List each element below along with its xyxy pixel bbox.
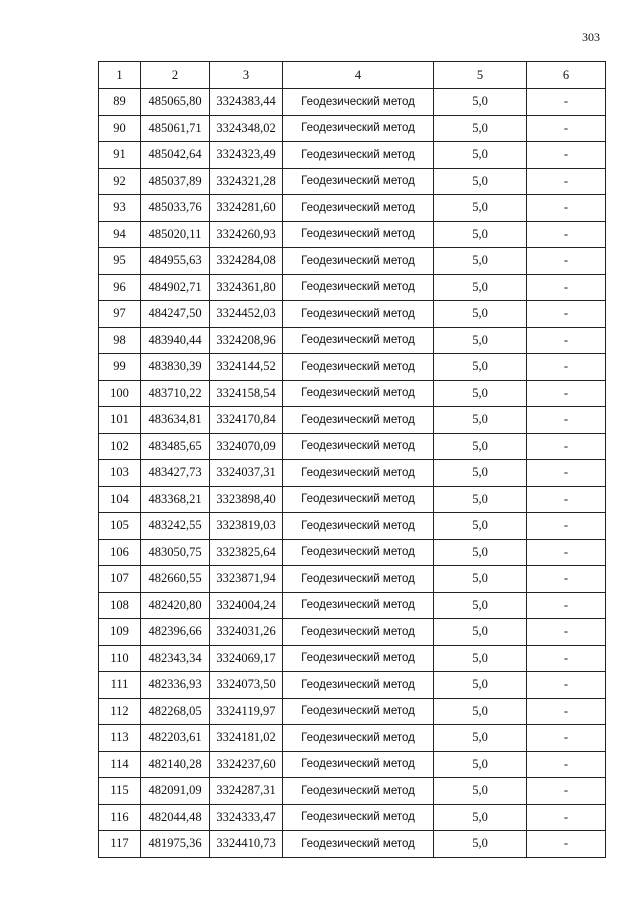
cell-accuracy: 5,0 [434, 115, 527, 142]
column-header-5: 5 [434, 62, 527, 89]
cell-coordinate-y: 3324170,84 [210, 407, 283, 434]
table-header-row [99, 62, 606, 89]
cell-point-number: 116 [99, 804, 141, 831]
cell-accuracy: 5,0 [434, 486, 527, 513]
cell-point-number: 98 [99, 327, 141, 354]
table-row [99, 592, 606, 619]
cell-accuracy: 5,0 [434, 513, 527, 540]
cell-coordinate-x: 482396,66 [141, 619, 210, 646]
cell-coordinate-y: 3323819,03 [210, 513, 283, 540]
cell-method: Геодезический метод [283, 327, 434, 354]
cell-accuracy: 5,0 [434, 274, 527, 301]
cell-extra-value: - [527, 327, 606, 354]
cell-coordinate-y: 3324383,44 [210, 89, 283, 116]
cell-coordinate-x: 485061,71 [141, 115, 210, 142]
cell-extra-value: - [527, 221, 606, 248]
cell-accuracy: 5,0 [434, 804, 527, 831]
cell-accuracy: 5,0 [434, 645, 527, 672]
cell-point-number: 103 [99, 460, 141, 487]
table-row [99, 168, 606, 195]
cell-point-number: 114 [99, 751, 141, 778]
cell-coordinate-x: 483427,73 [141, 460, 210, 487]
cell-point-number: 109 [99, 619, 141, 646]
cell-method: Геодезический метод [283, 248, 434, 275]
cell-extra-value: - [527, 725, 606, 752]
cell-point-number: 102 [99, 433, 141, 460]
cell-coordinate-x: 485042,64 [141, 142, 210, 169]
cell-point-number: 100 [99, 380, 141, 407]
cell-coordinate-y: 3324069,17 [210, 645, 283, 672]
table-row [99, 831, 606, 858]
cell-accuracy: 5,0 [434, 698, 527, 725]
cell-accuracy: 5,0 [434, 831, 527, 858]
cell-method: Геодезический метод [283, 539, 434, 566]
cell-coordinate-y: 3324361,80 [210, 274, 283, 301]
cell-point-number: 96 [99, 274, 141, 301]
cell-method: Геодезический метод [283, 460, 434, 487]
cell-point-number: 110 [99, 645, 141, 672]
cell-coordinate-y: 3324070,09 [210, 433, 283, 460]
cell-coordinate-x: 484955,63 [141, 248, 210, 275]
table-row [99, 115, 606, 142]
table-row [99, 89, 606, 116]
cell-coordinate-x: 483242,55 [141, 513, 210, 540]
cell-coordinate-y: 3324119,97 [210, 698, 283, 725]
cell-point-number: 107 [99, 566, 141, 593]
cell-accuracy: 5,0 [434, 539, 527, 566]
cell-coordinate-x: 483830,39 [141, 354, 210, 381]
table-row [99, 513, 606, 540]
cell-coordinate-x: 485065,80 [141, 89, 210, 116]
cell-accuracy: 5,0 [434, 672, 527, 699]
cell-coordinate-x: 485033,76 [141, 195, 210, 222]
cell-method: Геодезический метод [283, 221, 434, 248]
cell-coordinate-x: 484247,50 [141, 301, 210, 328]
cell-method: Геодезический метод [283, 513, 434, 540]
cell-coordinate-y: 3324037,31 [210, 460, 283, 487]
cell-coordinate-x: 482660,55 [141, 566, 210, 593]
cell-accuracy: 5,0 [434, 725, 527, 752]
cell-accuracy: 5,0 [434, 751, 527, 778]
cell-coordinate-y: 3324004,24 [210, 592, 283, 619]
cell-method: Геодезический метод [283, 89, 434, 116]
cell-accuracy: 5,0 [434, 380, 527, 407]
cell-method: Геодезический метод [283, 195, 434, 222]
cell-point-number: 92 [99, 168, 141, 195]
table-row [99, 539, 606, 566]
cell-coordinate-x: 483368,21 [141, 486, 210, 513]
cell-method: Геодезический метод [283, 672, 434, 699]
cell-coordinate-y: 3324410,73 [210, 831, 283, 858]
cell-coordinate-y: 3324281,60 [210, 195, 283, 222]
cell-accuracy: 5,0 [434, 407, 527, 434]
cell-method: Геодезический метод [283, 698, 434, 725]
cell-extra-value: - [527, 248, 606, 275]
cell-coordinate-y: 3324348,02 [210, 115, 283, 142]
cell-point-number: 90 [99, 115, 141, 142]
table-row [99, 486, 606, 513]
cell-coordinate-x: 483485,65 [141, 433, 210, 460]
cell-point-number: 112 [99, 698, 141, 725]
table-row [99, 672, 606, 699]
cell-point-number: 111 [99, 672, 141, 699]
cell-extra-value: - [527, 645, 606, 672]
cell-coordinate-y: 3324144,52 [210, 354, 283, 381]
cell-coordinate-x: 482203,61 [141, 725, 210, 752]
cell-extra-value: - [527, 566, 606, 593]
cell-coordinate-y: 3324323,49 [210, 142, 283, 169]
cell-accuracy: 5,0 [434, 778, 527, 805]
cell-extra-value: - [527, 486, 606, 513]
cell-method: Геодезический метод [283, 168, 434, 195]
cell-point-number: 97 [99, 301, 141, 328]
cell-accuracy: 5,0 [434, 168, 527, 195]
table-row [99, 195, 606, 222]
cell-coordinate-x: 483050,75 [141, 539, 210, 566]
table-row [99, 619, 606, 646]
cell-method: Геодезический метод [283, 380, 434, 407]
table-row [99, 778, 606, 805]
cell-coordinate-x: 482268,05 [141, 698, 210, 725]
cell-extra-value: - [527, 301, 606, 328]
cell-extra-value: - [527, 539, 606, 566]
table-row [99, 566, 606, 593]
table-row [99, 698, 606, 725]
column-header-6: 6 [527, 62, 606, 89]
cell-method: Геодезический метод [283, 274, 434, 301]
cell-accuracy: 5,0 [434, 301, 527, 328]
cell-extra-value: - [527, 115, 606, 142]
cell-point-number: 91 [99, 142, 141, 169]
cell-coordinate-y: 3323825,64 [210, 539, 283, 566]
cell-coordinate-x: 483940,44 [141, 327, 210, 354]
cell-coordinate-x: 485020,11 [141, 221, 210, 248]
cell-coordinate-x: 482044,48 [141, 804, 210, 831]
cell-coordinate-y: 3324158,54 [210, 380, 283, 407]
table-row [99, 460, 606, 487]
table-row [99, 407, 606, 434]
cell-method: Геодезический метод [283, 831, 434, 858]
cell-coordinate-x: 482140,28 [141, 751, 210, 778]
cell-extra-value: - [527, 274, 606, 301]
cell-point-number: 94 [99, 221, 141, 248]
cell-coordinate-x: 481975,36 [141, 831, 210, 858]
table-row [99, 354, 606, 381]
cell-accuracy: 5,0 [434, 354, 527, 381]
cell-method: Геодезический метод [283, 566, 434, 593]
cell-method: Геодезический метод [283, 301, 434, 328]
cell-coordinate-x: 483634,81 [141, 407, 210, 434]
cell-coordinate-y: 3324287,31 [210, 778, 283, 805]
cell-point-number: 108 [99, 592, 141, 619]
cell-extra-value: - [527, 513, 606, 540]
cell-accuracy: 5,0 [434, 221, 527, 248]
cell-coordinate-x: 482336,93 [141, 672, 210, 699]
table-row [99, 433, 606, 460]
cell-accuracy: 5,0 [434, 619, 527, 646]
cell-extra-value: - [527, 619, 606, 646]
cell-coordinate-y: 3324208,96 [210, 327, 283, 354]
table-row [99, 248, 606, 275]
cell-point-number: 106 [99, 539, 141, 566]
cell-method: Геодезический метод [283, 592, 434, 619]
cell-accuracy: 5,0 [434, 89, 527, 116]
cell-coordinate-x: 483710,22 [141, 380, 210, 407]
cell-method: Геодезический метод [283, 142, 434, 169]
table-row [99, 327, 606, 354]
cell-extra-value: - [527, 804, 606, 831]
cell-point-number: 105 [99, 513, 141, 540]
cell-point-number: 101 [99, 407, 141, 434]
cell-point-number: 93 [99, 195, 141, 222]
cell-extra-value: - [527, 698, 606, 725]
cell-extra-value: - [527, 407, 606, 434]
cell-point-number: 104 [99, 486, 141, 513]
column-header-4: 4 [283, 62, 434, 89]
cell-coordinate-x: 485037,89 [141, 168, 210, 195]
cell-coordinate-y: 3324073,50 [210, 672, 283, 699]
cell-coordinate-y: 3324452,03 [210, 301, 283, 328]
cell-coordinate-x: 484902,71 [141, 274, 210, 301]
cell-point-number: 95 [99, 248, 141, 275]
cell-point-number: 115 [99, 778, 141, 805]
table-row [99, 274, 606, 301]
cell-extra-value: - [527, 751, 606, 778]
cell-coordinate-x: 482343,34 [141, 645, 210, 672]
cell-coordinate-y: 3324321,28 [210, 168, 283, 195]
cell-accuracy: 5,0 [434, 433, 527, 460]
cell-point-number: 99 [99, 354, 141, 381]
cell-accuracy: 5,0 [434, 142, 527, 169]
table-row [99, 301, 606, 328]
column-header-2: 2 [141, 62, 210, 89]
column-header-3: 3 [210, 62, 283, 89]
cell-method: Геодезический метод [283, 778, 434, 805]
cell-method: Геодезический метод [283, 751, 434, 778]
cell-coordinate-x: 482091,09 [141, 778, 210, 805]
cell-method: Геодезический метод [283, 433, 434, 460]
cell-method: Геодезический метод [283, 645, 434, 672]
cell-coordinate-y: 3324333,47 [210, 804, 283, 831]
cell-accuracy: 5,0 [434, 566, 527, 593]
cell-extra-value: - [527, 354, 606, 381]
cell-point-number: 117 [99, 831, 141, 858]
table-row [99, 751, 606, 778]
cell-extra-value: - [527, 380, 606, 407]
cell-method: Геодезический метод [283, 354, 434, 381]
coordinates-table [98, 61, 606, 858]
page-number: 303 [582, 30, 600, 44]
cell-extra-value: - [527, 592, 606, 619]
cell-accuracy: 5,0 [434, 195, 527, 222]
cell-method: Геодезический метод [283, 725, 434, 752]
cell-accuracy: 5,0 [434, 327, 527, 354]
cell-extra-value: - [527, 433, 606, 460]
cell-coordinate-y: 3323898,40 [210, 486, 283, 513]
cell-extra-value: - [527, 142, 606, 169]
cell-extra-value: - [527, 778, 606, 805]
cell-extra-value: - [527, 672, 606, 699]
table-row [99, 221, 606, 248]
table-row [99, 725, 606, 752]
cell-coordinate-y: 3323871,94 [210, 566, 283, 593]
table-row [99, 142, 606, 169]
cell-coordinate-y: 3324031,26 [210, 619, 283, 646]
cell-extra-value: - [527, 89, 606, 116]
cell-method: Геодезический метод [283, 115, 434, 142]
cell-method: Геодезический метод [283, 619, 434, 646]
cell-method: Геодезический метод [283, 486, 434, 513]
cell-extra-value: - [527, 168, 606, 195]
cell-coordinate-y: 3324284,08 [210, 248, 283, 275]
table-row [99, 804, 606, 831]
cell-method: Геодезический метод [283, 407, 434, 434]
cell-point-number: 89 [99, 89, 141, 116]
cell-point-number: 113 [99, 725, 141, 752]
column-header-1: 1 [99, 62, 141, 89]
cell-extra-value: - [527, 831, 606, 858]
table-row [99, 380, 606, 407]
cell-accuracy: 5,0 [434, 248, 527, 275]
cell-coordinate-x: 482420,80 [141, 592, 210, 619]
cell-coordinate-y: 3324181,02 [210, 725, 283, 752]
cell-method: Геодезический метод [283, 804, 434, 831]
cell-coordinate-y: 3324237,60 [210, 751, 283, 778]
cell-extra-value: - [527, 195, 606, 222]
cell-extra-value: - [527, 460, 606, 487]
cell-accuracy: 5,0 [434, 460, 527, 487]
cell-accuracy: 5,0 [434, 592, 527, 619]
cell-coordinate-y: 3324260,93 [210, 221, 283, 248]
table-body [99, 62, 606, 858]
table-row [99, 645, 606, 672]
